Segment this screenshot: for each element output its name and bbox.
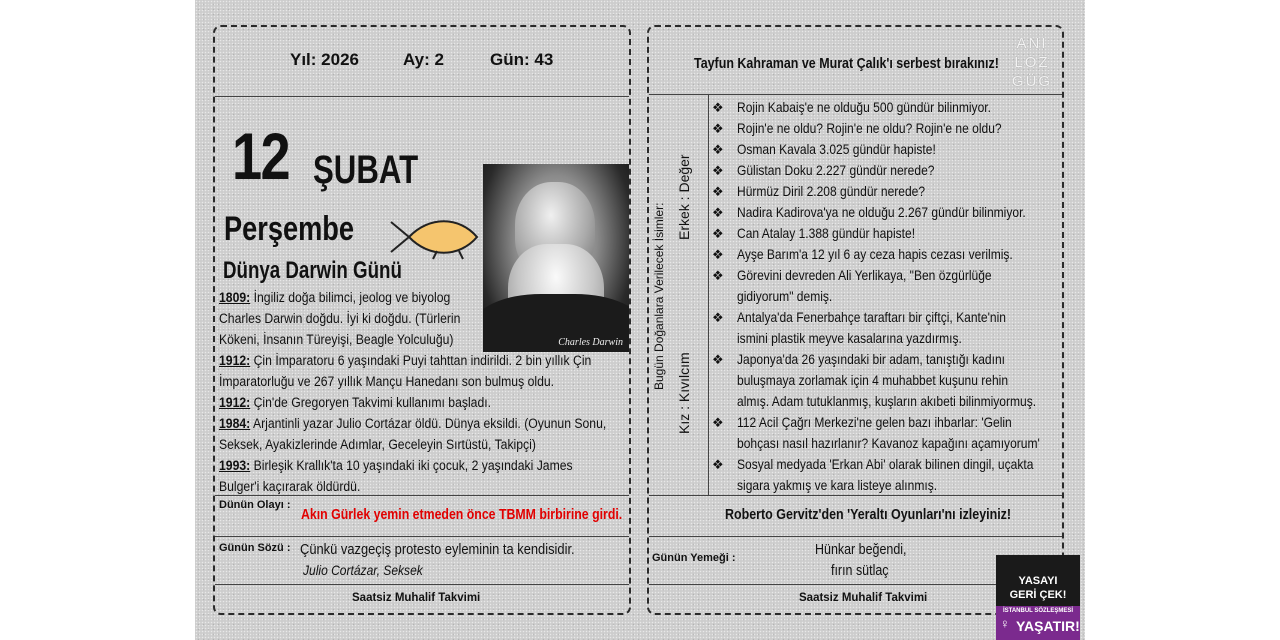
diamond-bullet-icon: ❖ — [712, 121, 724, 136]
diamond-bullet-icon: ❖ — [712, 457, 724, 472]
event-of-day-label: Dünün Olayı : — [219, 499, 291, 511]
news-item: ❖ Sosyal medyada 'Erkan Abi' olarak bilinen dingil, uçakta sigara yakmış ve kara listeye alınmış. — [712, 456, 1034, 493]
meal-line-1: Hünkar beğendi, — [815, 542, 907, 558]
film-recommendation: Roberto Gervitz'den 'Yeraltı Oyunları'nı izleyiniz! — [725, 507, 1012, 523]
news-item: ❖ Can Atalay 1.388 gündür hapiste! — [712, 223, 1064, 244]
news-item: ❖ Nadira Kadirova'ya ne olduğu 2.267 gündür bilinmiyor. — [712, 202, 1064, 223]
quote-author: Julio Cortázar, Seksek — [303, 562, 423, 578]
history-event: 1984: Arjantinli yazar Julio Cortázar öldü. Dünya eksildi. (Oyunun Sonu, — [219, 416, 607, 432]
diamond-bullet-icon: ❖ — [712, 226, 724, 241]
aniloz-logo: ANI LOZ GÜG — [1011, 35, 1053, 90]
right-header: Tayfun Kahraman ve Murat Çalık'ı serbest bırakınız! — [694, 56, 999, 72]
history-event-line: Seksek, Ayakizlerinde Adımlar, Geceleyin Sırtüstü, Takipçi) — [219, 437, 536, 453]
diamond-bullet-icon: ❖ — [712, 247, 724, 262]
diamond-bullet-icon: ❖ — [712, 268, 724, 283]
diamond-bullet-icon: ❖ — [712, 415, 724, 430]
diamond-bullet-icon: ❖ — [712, 205, 724, 220]
history-event: 1912: Çin İmparatoru 6 yaşındaki Puyi tahttan indirildi. 2 bin yıllık Çin — [219, 353, 592, 369]
darwin-fish-icon — [389, 214, 481, 260]
news-item: ❖ Hürmüz Diril 2.208 gündür nerede? — [712, 181, 1064, 202]
divider — [215, 536, 629, 537]
news-item: ❖ Rojin Kabaiş'e ne olduğu 500 gündür bilinmiyor. — [712, 97, 1064, 118]
badge-line-1: YASAYI — [1018, 575, 1058, 587]
news-list — [712, 97, 1064, 496]
istanbul-convention-badge — [996, 555, 1080, 640]
special-day-title: Dünya Darwin Günü — [223, 257, 402, 284]
meal-line-2: fırın sütlaç — [831, 563, 889, 579]
history-event-line: Charles Darwin doğdu. İyi ki doğdu. (Türlerin — [219, 311, 461, 327]
weekday: Perşembe — [224, 210, 355, 248]
meal-label: Günün Yemeği : — [652, 552, 736, 564]
baby-names-label: Bugün Doğanlara Verilecek İsimler: — [652, 202, 666, 390]
year-label: Yıl: 2026 — [290, 50, 359, 69]
event-of-day-text: Akın Gürlek yemin etmeden önce TBMM birbirine girdi. — [301, 507, 623, 523]
news-item: ❖ Görevini devreden Ali Yerlikaya, "Ben özgürlüğe gidiyorum" demiş. — [712, 267, 992, 304]
month-label: Ay: 2 — [403, 50, 444, 69]
news-item: ❖ Rojin'e ne oldu? Rojin'e ne oldu? Rojin'e ne oldu? — [712, 118, 1064, 139]
day-of-year-label: Gün: 43 — [490, 50, 554, 69]
history-event-line: Bulger'i kaçırarak öldürdü. — [219, 479, 361, 495]
left-footer: Saatsiz Muhalif Takvimi — [352, 592, 481, 604]
history-event: 1912: Çin'de Gregoryen Takvimi kullanımı başladı. — [219, 395, 492, 411]
badge-line-2: GERİ ÇEK! — [1009, 589, 1067, 601]
diamond-bullet-icon: ❖ — [712, 184, 724, 199]
history-event-line: Kökeni, İnsanın Türeyişi, Beagle Yolculuğu) — [219, 332, 454, 348]
news-item: ❖ Japonya'da 26 yaşındaki bir adam, tanıştığı kadını buluşmaya zorlamak için 4 muhabbet kuşunu rehin almış. Adam tutuklanmış, kuşların akıbeti bilinmiyormuş. — [712, 351, 1037, 409]
news-item: ❖ 112 Acil Çağrı Merkezi'ne gelen bazı ihbarlar: 'Gelin bohçası nasıl hazırlanır? Kavanoz kapağını açamıyorum' — [712, 414, 1040, 451]
diamond-bullet-icon: ❖ — [712, 142, 724, 157]
history-event: 1809: İngiliz doğa bilimci, jeolog ve biyolog — [219, 290, 451, 306]
badge-purple-band — [996, 606, 1080, 640]
venus-symbol-icon: ♀ — [1000, 616, 1010, 631]
day-number: 12 — [232, 119, 289, 193]
badge-line-3: İSTANBUL SÖZLEŞMESİ — [1002, 608, 1074, 614]
news-item: ❖ Gülistan Doku 2.227 gündür nerede? — [712, 160, 1064, 181]
history-event: 1993: Birleşik Krallık'ta 10 yaşındaki iki çocuk, 2 yaşındaki James — [219, 458, 573, 474]
quote-text: Çünkü vazgeçiş protesto eyleminin ta kendisidir. — [300, 541, 575, 558]
right-footer: Saatsiz Muhalif Takvimi — [799, 592, 928, 604]
girl-name: Kız : Kıvılcım — [676, 352, 692, 434]
diamond-bullet-icon: ❖ — [712, 100, 724, 115]
history-event-line: İmparatorluğu ve 267 yıllık Mançu Hanedanı son bulmuş oldu. — [219, 374, 555, 390]
diamond-bullet-icon: ❖ — [712, 310, 724, 325]
boy-name: Erkek : Değer — [676, 154, 692, 240]
divider — [215, 584, 629, 585]
divider — [649, 536, 1062, 537]
diamond-bullet-icon: ❖ — [712, 352, 724, 367]
history-events — [219, 288, 629, 498]
news-item: ❖ Osman Kavala 3.025 gündür hapiste! — [712, 139, 1064, 160]
divider — [708, 95, 709, 495]
news-item: ❖ Ayşe Barım'a 12 yıl 6 ay ceza hapis cezası verilmiş. — [712, 244, 1064, 265]
diamond-bullet-icon: ❖ — [712, 163, 724, 178]
quote-label: Günün Sözü : — [219, 542, 291, 554]
divider — [649, 94, 1062, 95]
month-name: ŞUBAT — [313, 148, 419, 192]
divider — [215, 96, 629, 97]
news-item: ❖ Antalya'da Fenerbahçe taraftarı bir çiftçi, Kante'nin ismini plastik meyve kasalarına yazdırmış. — [712, 309, 1006, 346]
photo-caption: Charles Darwin — [558, 337, 623, 348]
badge-line-4: YAŞATIR! — [1016, 618, 1080, 634]
